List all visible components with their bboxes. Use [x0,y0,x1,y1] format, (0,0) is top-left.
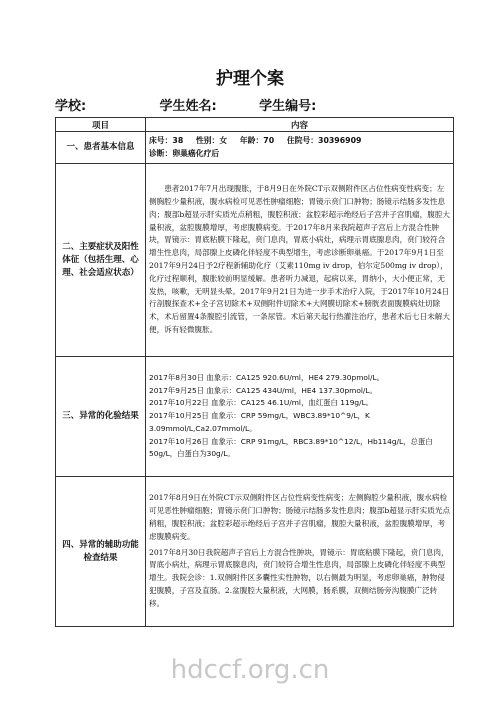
aux-paragraph-1: 2017年8月9日在外院CT示双侧附件区占位性病变性病变；左侧胸腔少量积液，腹水病检可见恶性肿瘤细胞；胃镜示贲门口肿物；肠镜示结肠多发性息肉；腹部b超显示肝实质光点稍粗，腹腔积液；盆腔彩超示绝经后子宫并子宫肌瘤，腹腔大量积液，盆腔腹膜增厚，考虑腹膜病变。 [149,493,451,541]
age: 年龄：70 [239,135,275,145]
table-row [56,357,454,477]
table-row [56,132,454,164]
symptoms-text: 患者2017年7月出现腹胀，于8月9日在外院CT示双侧附件区占位性病变性病变；左侧胸腔少量积液，腹水病检可见恶性肿瘤细胞；胃镜示贲门口肿物；肠镜示结肠多发性息肉；腹部b超显示肝实质光点稍粗，腹腔积液；盆腔彩超示绝经后子宫并子宫肌瘤，腹腔大量积液，盆腔腹膜增厚，考虑腹膜病变。于2017年8月来我院超声子宫后上方混合性肿块，胃镜示：胃底粘膜下隆起，贲门息肉，胃底小病灶，病理示胃底腺息肉，贲门较符合增生性息肉，局部腺上皮磷化伴轻度不典型增生，考虑诊断卵巢癌。于2017年9月1日至2017年9月24日予2疗程新辅助化疗（艾素110mg iv drop，伯尔定500mg iv drop），化疗过程顺利，腹胀较前明显缓解。患者听力减退，起病以来，胃纳小，大小便正常，无发热，咳嗽，无明显头晕。2017年9月21日为进一步手术治疗入院，于2017年10月24日行剖腹探查术+全子宫切除术+双侧附件切除术+大网膜切除术+膀胱表面腹膜病灶切除术，术后留置4条腹腔引流管，一条尿管。术后第天起行热灌注治疗，患者术后七日未解大便，诉有轻微腹胀。 [149,184,451,334]
lab-result-line: 2017年10月25日 血象示：CRP 59mg/L，WBC3.89*10^9/L，K 3.09mmol/L,Ca2.07mmol/L。 [149,411,370,433]
basic-info-content [146,132,454,164]
row-label-lab-results: 三、异常的化验结果 [56,357,146,477]
table-row [56,164,454,357]
care-case-table [55,117,454,627]
lab-result-line: 2017年8月30日 血象示：CA125 920.6U/ml，HE4 279.30pmol/L。 [149,372,384,382]
table-row [56,477,454,627]
column-header-item: 项目 [56,118,146,132]
page-title: 护理个案 [216,69,284,89]
lab-result-line: 2017年10月22日 血象示：CA125 46.1U/ml，血红蛋白 119g/L。 [149,398,374,408]
aux-paragraph-2: 2017年8月30日我院超声子宫后上方混合性肿块，胃镜示：胃底粘膜下隆起，贲门息肉，胃底小病灶，病理示胃底腺息肉，贲门较符合增生性息肉，局部腺上皮磷化伴轻度不典型增生。我院会诊：1.双侧附件区多囊性实性肿物，以右侧最为明显，考虑卵巢癌，肿物侵犯腹膜，子宫及直肠。2.盆腹腔大量积液，大网膜，肠系膜，双侧结肠旁沟腹膜广泛转移。 [149,547,449,608]
auxiliary-exams-content [146,477,454,627]
column-header-content: 内容 [146,118,454,132]
gender: 性别：女 [195,135,228,145]
diagnosis: 诊断：卵巢癌化疗后 [149,148,220,158]
student-id-label: 学生编号: [259,99,317,114]
header-fields [55,95,316,114]
lab-result-line: 2017年10月26日 血象示：CRP 91mg/L，RBC3.89*10^12/L，Hb114g/L，总蛋白50g/L，白蛋白为30g/L。 [149,436,433,459]
basic-info-line [149,135,450,148]
lab-result-line: 2017年9月25日 血象示：CA125 434U/ml，HE4 137.30pmol/L。 [149,385,377,395]
row-label-auxiliary-exams: 四、异常的辅助功能检查结果 [56,477,146,627]
watermark: hdccf.org.cn [170,655,330,685]
row-label-symptoms: 二、主要症状及阳性体征（包括生理、心理、社会适应状态） [56,164,146,357]
admission-number: 住院号：30396909 [286,135,362,145]
table-header-row [56,118,454,132]
symptoms-content [146,164,454,357]
school-label: 学校: [55,99,87,114]
row-label-basic-info: 一、患者基本信息 [56,132,146,164]
lab-results-content [146,357,454,477]
bed-number: 床号：38 [149,135,184,145]
student-name-label: 学生姓名: [159,99,217,114]
